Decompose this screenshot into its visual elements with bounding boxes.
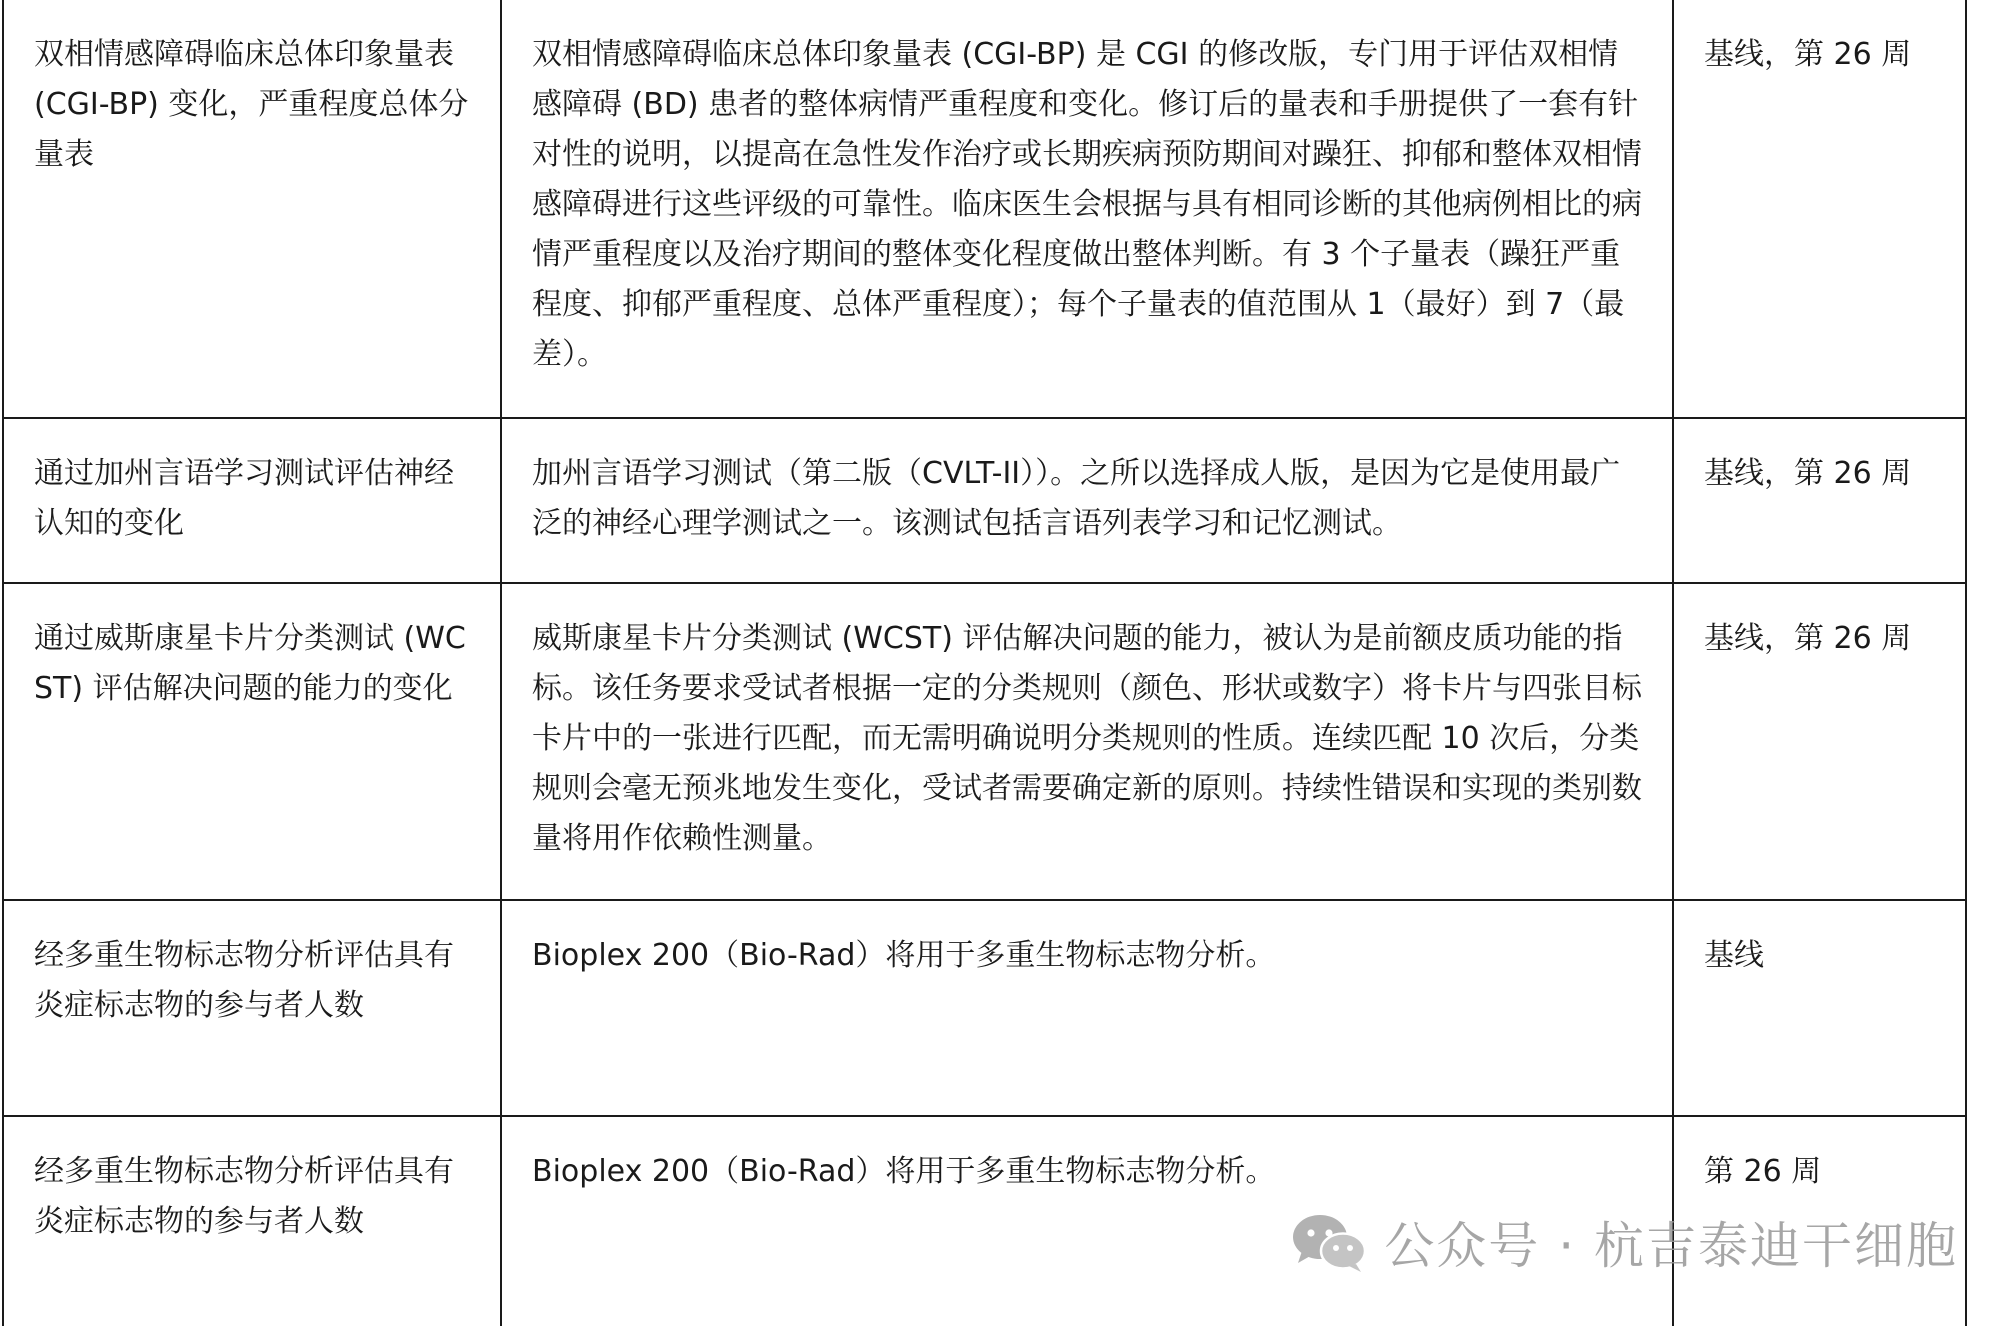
measure-cell: 通过加州言语学习测试评估神经认知的变化 — [3, 418, 501, 583]
timeframe-cell: 第 26 周 — [1673, 1116, 1966, 1326]
measure-cell: 经多重生物标志物分析评估具有炎症标志物的参与者人数 — [3, 1116, 501, 1326]
measure-cell: 经多重生物标志物分析评估具有炎症标志物的参与者人数 — [3, 900, 501, 1116]
measure-cell: 双相情感障碍临床总体印象量表 (CGI-BP) 变化，严重程度总体分量表 — [3, 0, 501, 418]
watermark — [1290, 1206, 1958, 1278]
watermark-text: 公众号 · 杭吉泰迪干细胞 — [1384, 1217, 1958, 1275]
timeframe-cell: 基线，第 26 周 — [1673, 418, 1966, 583]
table-row — [3, 0, 1966, 418]
timeframe-cell: 基线，第 26 周 — [1673, 583, 1966, 900]
wechat-icon — [1290, 1211, 1368, 1273]
table-row — [3, 900, 1966, 1116]
table-row — [3, 583, 1966, 900]
outcome-measures-table — [2, 0, 1967, 1326]
description-cell: 双相情感障碍临床总体印象量表 (CGI-BP) 是 CGI 的修改版，专门用于评估双相情感障碍 (BD) 患者的整体病情严重程度和变化。修订后的量表和手册提供了一套有针对性的说明，以提高在急性发作治疗或长期疾病预防期间对躁狂、抑郁和整体双相情感障碍进行这些评级的可靠性。临床医生会根据与具有相同诊断的其他病例相比的病情严重程度以及治疗期间的整体变化程度做出整体判断。有 3 个子量表（躁狂严重程度、抑郁严重程度、总体严重程度）；每个子量表的值范围从 1（最好）到 7（最差）。 — [501, 0, 1673, 418]
measure-cell: 通过威斯康星卡片分类测试 (WCST) 评估解决问题的能力的变化 — [3, 583, 501, 900]
table-row — [3, 418, 1966, 583]
description-cell: Bioplex 200（Bio-Rad）将用于多重生物标志物分析。 — [501, 1116, 1673, 1326]
description-cell: Bioplex 200（Bio-Rad）将用于多重生物标志物分析。 — [501, 900, 1673, 1116]
description-cell: 加州言语学习测试（第二版（CVLT-II））。之所以选择成人版，是因为它是使用最广泛的神经心理学测试之一。该测试包括言语列表学习和记忆测试。 — [501, 418, 1673, 583]
description-cell: 威斯康星卡片分类测试 (WCST) 评估解决问题的能力，被认为是前额皮质功能的指标。该任务要求受试者根据一定的分类规则（颜色、形状或数字）将卡片与四张目标卡片中的一张进行匹配，而无需明确说明分类规则的性质。连续匹配 10 次后，分类规则会毫无预兆地发生变化，受试者需要确定新的原则。持续性错误和实现的类别数量将用作依赖性测量。 — [501, 583, 1673, 900]
timeframe-cell: 基线，第 26 周 — [1673, 0, 1966, 418]
timeframe-cell: 基线 — [1673, 900, 1966, 1116]
